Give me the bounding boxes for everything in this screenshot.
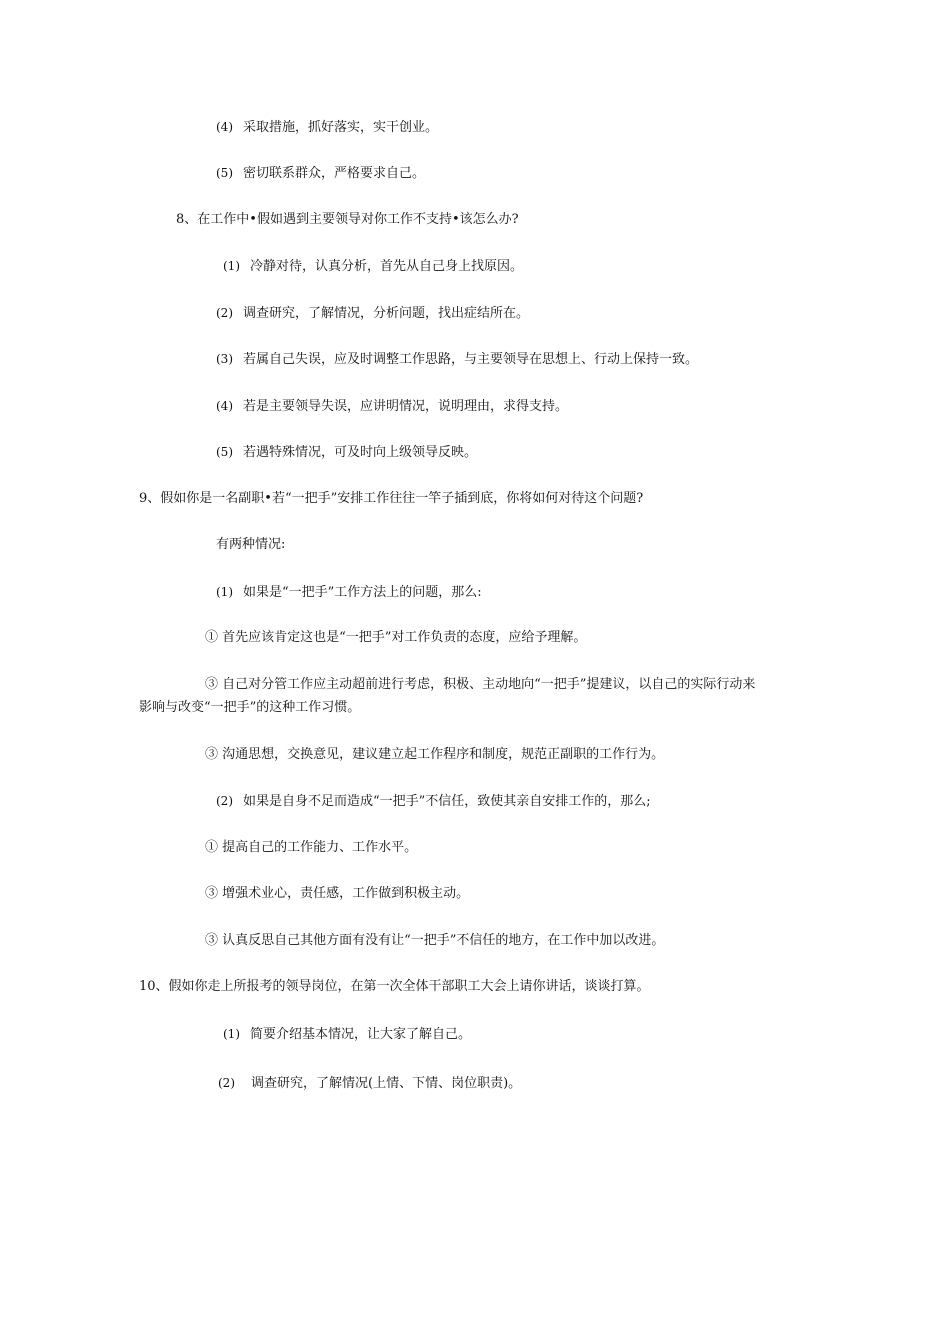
question-heading: [139, 977, 650, 997]
sub-item: [205, 884, 469, 904]
question-text: 10、假如你走上所报考的领导岗位，在第一次全体干部职工大会上请你讲话，谈谈打算。: [139, 979, 650, 994]
item-text: 调查研究，了解情况，分析问题，找出症结所在。: [243, 306, 530, 321]
list-item: [216, 303, 529, 324]
sub-item-text: ① 提高自己的工作能力、工作水平。: [205, 840, 418, 855]
list-item: [216, 582, 482, 603]
sub-item-text: 影响与改变“一把手”的这种工作习惯。: [139, 700, 361, 715]
sub-item-continuation: [139, 698, 360, 718]
item-number: (3): [216, 352, 233, 366]
item-text: 如果是自身不足而造成“一把手”不信任，致使其亲自安排工作的，那么;: [243, 794, 651, 809]
list-item: [223, 1024, 471, 1045]
list-item: [216, 163, 425, 184]
item-text: 若遇特殊情况，可及时向上级领导反映。: [243, 445, 478, 460]
item-text: 简要介绍基本情况，让大家了解自己。: [250, 1027, 472, 1042]
item-number: (4): [216, 399, 233, 413]
item-text: 采取措施，抓好落实，实干创业。: [243, 120, 439, 135]
sub-item-text: ③ 认真反思自己其他方面有没有让“一把手”不信任的地方，在工作中加以改进。: [205, 933, 665, 948]
paragraph: [216, 535, 285, 555]
list-item: [216, 442, 477, 463]
question-text: 8、在工作中•假如遇到主要领导对你工作不支持•该怎么办?: [176, 212, 519, 227]
sub-item-text: ③ 沟通思想，交换意见，建议建立起工作程序和制度，规范正副职的工作行为。: [205, 747, 665, 762]
sub-item: [205, 628, 586, 648]
list-item: [216, 396, 568, 417]
list-item: [218, 1073, 521, 1094]
item-text: 冷静对待，认真分析，首先从自己身上找原因。: [250, 259, 524, 274]
question-heading: [176, 210, 519, 230]
sub-item-text: ③ 自己对分管工作应主动超前进行考虑，积极、主动地向“一把手”提建议，以自己的实际行动来: [205, 677, 756, 692]
item-text: 若是主要领导失误，应讲明情况，说明理由，求得支持。: [243, 399, 569, 414]
item-number: (2): [218, 1076, 235, 1090]
item-text: 调查研究，了解情况(上情、下情、岗位职责)。: [251, 1076, 522, 1091]
item-number: (1): [216, 585, 233, 599]
item-number: (5): [216, 166, 233, 180]
question-heading: [139, 489, 643, 509]
sub-item: [205, 675, 755, 695]
item-text: 密切联系群众，严格要求自己。: [243, 166, 426, 181]
item-text: 如果是“一把手”工作方法上的问题，那么:: [243, 585, 482, 600]
question-text: 9、假如你是一名副职•若“一把手”安排工作往往一竿子插到底，你将如何对待这个问题?: [139, 491, 644, 506]
item-number: (1): [223, 1027, 240, 1041]
sub-item: [205, 838, 417, 858]
item-number: (2): [216, 306, 233, 320]
item-number: (2): [216, 794, 233, 808]
item-number: (1): [223, 259, 240, 273]
list-item: [216, 117, 438, 138]
list-item: [216, 791, 651, 812]
sub-item: [205, 745, 664, 765]
paragraph-text: 有两种情况:: [216, 537, 286, 552]
list-item: [223, 256, 523, 277]
item-number: (4): [216, 120, 233, 134]
list-item: [216, 349, 698, 370]
sub-item-text: ① 首先应该肯定这也是“一把手”对工作负责的态度，应给予理解。: [205, 630, 587, 645]
item-number: (5): [216, 445, 233, 459]
sub-item: [205, 931, 664, 951]
item-text: 若属自己失误，应及时调整工作思路，与主要领导在思想上、行动上保持一致。: [243, 352, 699, 367]
sub-item-text: ③ 增强术业心，责任感，工作做到积极主动。: [205, 886, 470, 901]
